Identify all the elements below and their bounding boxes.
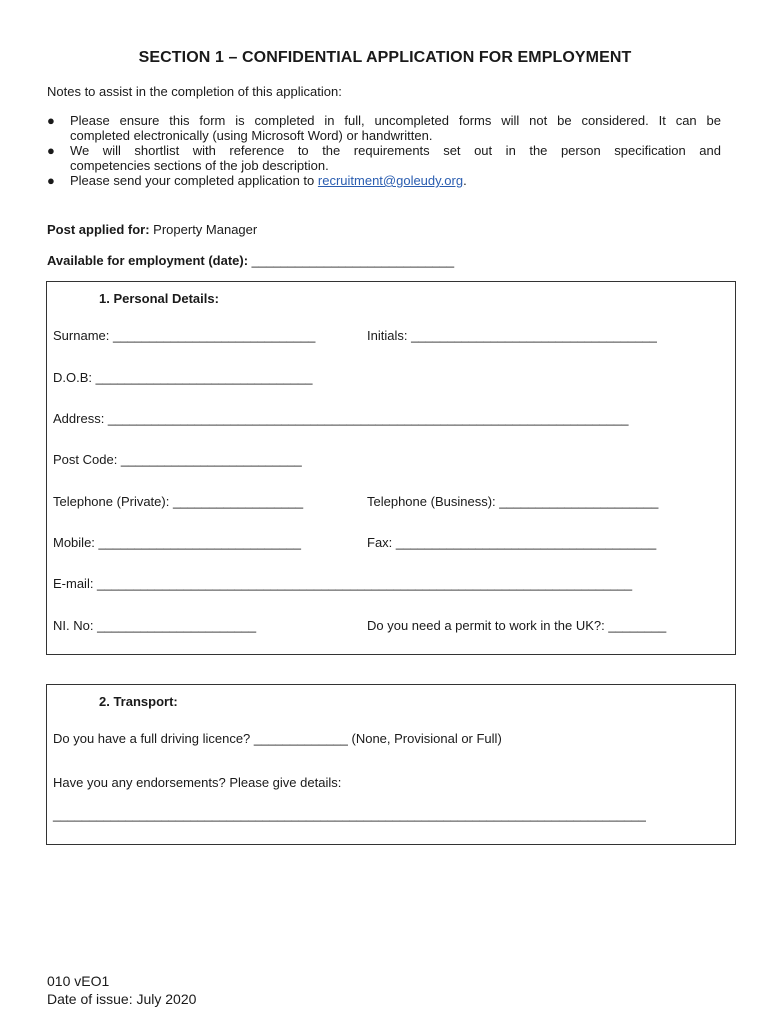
- endorsements-label: Have you any endorsements? Please give details:: [53, 775, 342, 790]
- work-permit-field[interactable]: Do you need a permit to work in the UK?: ________: [367, 618, 667, 633]
- post-applied-value[interactable]: Property Manager: [149, 222, 258, 237]
- address-field[interactable]: Address: ________________________________________________________________________: [53, 411, 629, 426]
- postcode-field[interactable]: Post Code: _________________________: [53, 452, 302, 467]
- endorsements-details-field[interactable]: __________________________________________________________________________________: [53, 807, 646, 822]
- post-applied-label: Post applied for:: [47, 222, 150, 237]
- list-item: [47, 113, 721, 143]
- surname-field[interactable]: Surname: ____________________________: [53, 328, 316, 343]
- document-code: 010 vEO1: [47, 973, 110, 989]
- list-item: [47, 143, 721, 173]
- telephone-private-field[interactable]: Telephone (Private): __________________: [53, 494, 304, 509]
- bullet-icon: ●: [47, 173, 55, 188]
- notes-intro: Notes to assist in the completion of this application:: [47, 84, 342, 99]
- notes-list: [47, 113, 721, 188]
- transport-heading: 2. Transport:: [99, 694, 178, 709]
- bullet-text: Please send your completed application to: [70, 173, 318, 188]
- driving-licence-field[interactable]: Do you have a full driving licence? _____________ (None, Provisional or Full): [53, 731, 502, 746]
- bullet-text-line2: completed electronically (using Microsoft Word) or handwritten.: [70, 128, 433, 143]
- available-date-field[interactable]: ____________________________: [248, 253, 455, 268]
- list-item: [47, 173, 721, 188]
- ni-number-field[interactable]: NI. No: ______________________: [53, 618, 257, 633]
- dob-field[interactable]: D.O.B: ______________________________: [53, 370, 313, 385]
- bullet-text-line1: Please ensure this form is completed in full, uncompleted forms will not be considered. It can be: [70, 113, 721, 128]
- telephone-business-field[interactable]: Telephone (Business): ______________________: [367, 494, 659, 509]
- date-of-issue: Date of issue: July 2020: [47, 991, 197, 1007]
- bullet-icon: ●: [47, 143, 55, 158]
- recruitment-email-link[interactable]: recruitment@goleudy.org: [317, 173, 464, 188]
- personal-details-heading: 1. Personal Details:: [99, 291, 219, 306]
- bullet-icon: ●: [47, 113, 55, 128]
- email-field[interactable]: E-mail: __________________________________________________________________________: [53, 576, 633, 591]
- bullet-text-line2: competencies sections of the job description.: [70, 158, 329, 173]
- available-row: [47, 253, 454, 268]
- fax-field[interactable]: Fax: ____________________________________: [367, 535, 657, 550]
- mobile-field[interactable]: Mobile: ____________________________: [53, 535, 301, 550]
- initials-field[interactable]: Initials: __________________________________: [367, 328, 657, 343]
- available-label: Available for employment (date):: [47, 253, 249, 268]
- post-applied-row: [47, 222, 257, 237]
- page-title: SECTION 1 – CONFIDENTIAL APPLICATION FOR EMPLOYMENT: [138, 49, 632, 66]
- bullet-text-suffix: .: [463, 173, 467, 188]
- bullet-text-line1: We will shortlist with reference to the requirements set out in the person specification and: [70, 143, 721, 158]
